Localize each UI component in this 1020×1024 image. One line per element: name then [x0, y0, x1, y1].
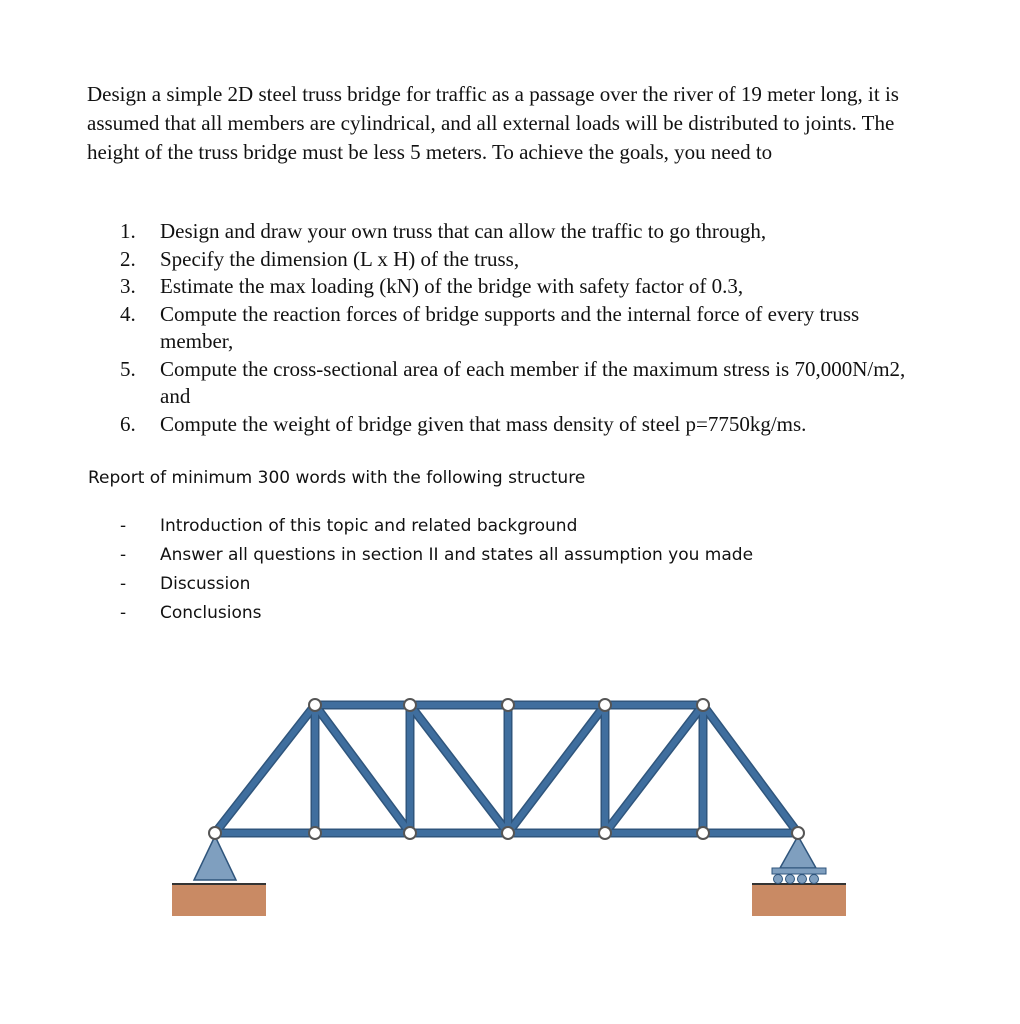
task-text: Estimate the max loading (kN) of the bridge with safety factor of 0.3, — [160, 274, 744, 298]
truss-joint — [404, 699, 416, 711]
task-text: Compute the cross-sectional area of each member if the maximum stress is 70,000N/m2, and — [160, 356, 906, 408]
roller-wheel — [798, 875, 807, 884]
truss-joint — [209, 827, 221, 839]
truss-member — [703, 705, 798, 833]
truss-member — [410, 705, 508, 833]
truss-member — [508, 705, 605, 833]
ground-layer — [172, 884, 846, 916]
roller-wheel — [774, 875, 783, 884]
report-item-text: Discussion — [160, 574, 251, 594]
truss-member — [315, 705, 410, 833]
roller-wheel — [810, 875, 819, 884]
truss-joint — [404, 827, 416, 839]
truss-joint — [599, 699, 611, 711]
truss-joint — [502, 827, 514, 839]
task-text: Design and draw your own truss that can allow the traffic to go through, — [160, 219, 767, 243]
task-number: 6. — [120, 411, 136, 436]
support-layer — [194, 836, 826, 884]
dash-marker: - — [120, 545, 127, 565]
task-text: Compute the weight of bridge given that mass density of steel p=7750kg/ms. — [160, 411, 807, 436]
ground-block-left — [172, 884, 266, 916]
truss-members — [215, 705, 798, 833]
truss-joint — [309, 699, 321, 711]
task-number: 4. — [120, 301, 136, 326]
dash-marker: - — [120, 516, 127, 536]
task-number: 2. — [120, 246, 136, 271]
task-text: Specify the dimension (L x H) of the truss, — [160, 246, 520, 271]
report-item-text: Introduction of this topic and related background — [160, 516, 578, 536]
truss-joint — [792, 827, 804, 839]
truss-member — [605, 705, 703, 833]
truss-joint — [502, 699, 514, 711]
task-text: Compute the reaction forces of bridge supports and the internal force of every truss member, — [160, 301, 860, 353]
task-number: 5. — [120, 356, 136, 381]
roller-wheel — [786, 875, 795, 884]
truss-joint — [599, 827, 611, 839]
roller-support-right — [780, 836, 816, 868]
truss-member — [215, 705, 315, 833]
dash-marker: - — [120, 603, 127, 623]
problem-statement: Design a simple 2D steel truss bridge for traffic as a passage over the river of 19 meter long, it is assumed that all members are cylindrical, and all external loads will be distributed to joints. The height of the truss bridge must be less 5 meters. To achieve the goals, you need to — [87, 82, 899, 164]
ground-block-right — [752, 884, 846, 916]
truss-joint — [309, 827, 321, 839]
report-item-text: Conclusions — [160, 603, 262, 623]
roller-plate — [772, 868, 826, 874]
task-number: 1. — [120, 219, 136, 243]
truss-joint — [697, 699, 709, 711]
report-heading: Report of minimum 300 words with the following structure — [88, 468, 586, 488]
truss-joint — [697, 827, 709, 839]
pin-support-left — [194, 836, 236, 880]
dash-marker: - — [120, 574, 127, 594]
report-item-text: Answer all questions in section II and states all assumption you made — [160, 545, 754, 565]
task-number: 3. — [120, 274, 136, 298]
